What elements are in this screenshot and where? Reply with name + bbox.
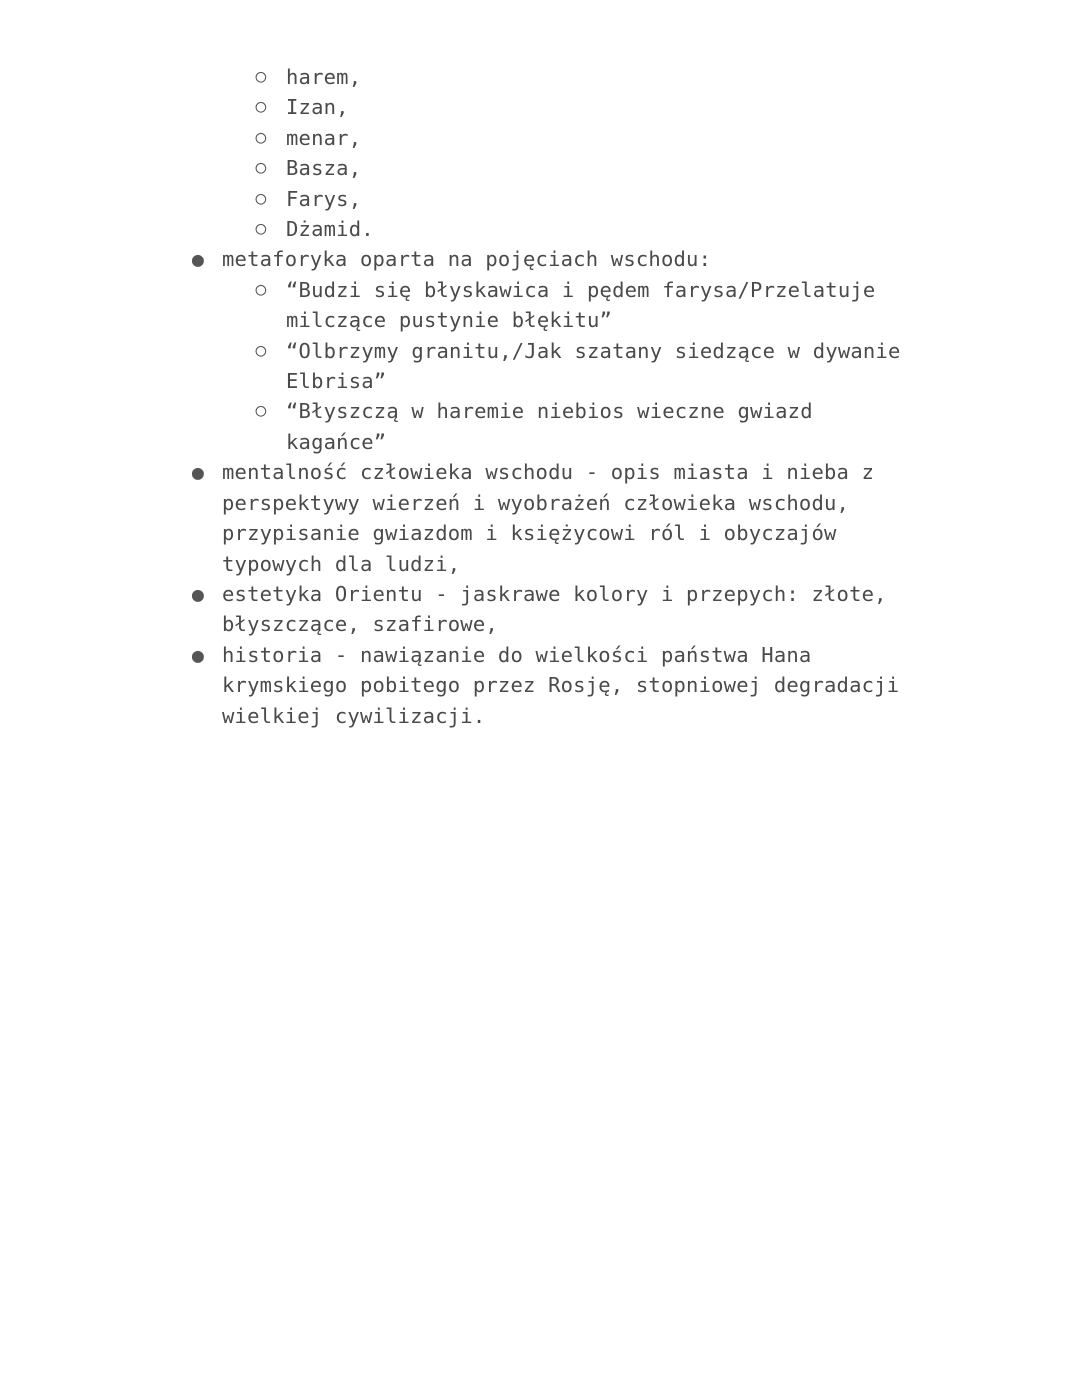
- list-item-text-line: typowych dla ludzi,: [222, 551, 461, 576]
- list-item: [0, 184, 926, 214]
- list-item-text-line: mentalność człowieka wschodu - opis miasta i nieba z: [222, 460, 875, 485]
- filled-bullet-icon: ●: [191, 460, 205, 485]
- hollow-bullet-icon: ○: [255, 157, 267, 179]
- list-item: [0, 92, 926, 122]
- quote-text-line: kagańce”: [286, 429, 387, 454]
- list-item: [0, 123, 926, 153]
- list-item-text-line: wielkiej cywilizacji.: [222, 703, 486, 728]
- list-item-text: Farys,: [286, 186, 362, 211]
- hollow-bullet-icon: ○: [255, 400, 267, 422]
- list-item-text: Dżamid.: [286, 217, 374, 242]
- list-item-aesthetics: [0, 579, 922, 640]
- quote-text-line: Elbrisa”: [286, 369, 387, 394]
- hollow-bullet-icon: ○: [255, 126, 267, 148]
- bullet-list: [0, 62, 926, 731]
- quote-item: [0, 275, 926, 336]
- list-item-text: menar,: [286, 125, 362, 150]
- hollow-bullet-icon: ○: [255, 187, 267, 209]
- list-item-text-line: historia - nawiązanie do wielkości państwa Hana: [222, 642, 812, 667]
- list-item: [0, 62, 926, 92]
- hollow-bullet-icon: ○: [255, 278, 267, 300]
- quote-text-line: milczące pustynie błękitu”: [286, 308, 613, 333]
- list-item: [0, 153, 926, 183]
- hollow-bullet-icon: ○: [255, 96, 267, 118]
- list-item-text: Basza,: [286, 156, 362, 181]
- list-item-metaphors: [0, 244, 922, 274]
- list-item-text-line: przypisanie gwiazdom i księżycowi ról i obyczajów: [222, 521, 837, 546]
- hollow-bullet-icon: ○: [255, 218, 267, 240]
- hollow-bullet-icon: ○: [255, 339, 267, 361]
- quote-text-line: “Olbrzymy granitu,/Jak szatany siedzące w dywanie: [286, 338, 901, 363]
- list-item-history: [0, 640, 922, 731]
- filled-bullet-icon: ●: [191, 642, 205, 667]
- hollow-bullet-icon: ○: [255, 66, 267, 87]
- quote-item: [0, 336, 926, 397]
- list-item-text: metaforyka oparta na pojęciach wschodu:: [222, 247, 712, 272]
- quote-text-line: “Błyszczą w haremie niebios wieczne gwiazd: [286, 399, 813, 424]
- list-item-text-line: perspektywy wierzeń i wyobrażeń człowieka wschodu,: [222, 490, 850, 515]
- list-item-text: harem,: [286, 65, 362, 89]
- list-item-text-line: błyszczące, szafirowe,: [222, 612, 498, 637]
- filled-bullet-icon: ●: [191, 581, 205, 606]
- filled-bullet-icon: ●: [191, 247, 205, 272]
- list-item-text-line: krymskiego pobitego przez Rosję, stopniowej degradacji: [222, 673, 900, 698]
- list-item-text: Izan,: [286, 95, 349, 120]
- list-item: [0, 214, 926, 244]
- quote-text-line: “Budzi się błyskawica i pędem farysa/Przelatuje: [286, 277, 876, 302]
- quote-item: [0, 396, 926, 457]
- list-item-text-line: estetyka Orientu - jaskrawe kolory i przepych: złote,: [222, 581, 887, 606]
- list-item-mentality: [0, 457, 922, 579]
